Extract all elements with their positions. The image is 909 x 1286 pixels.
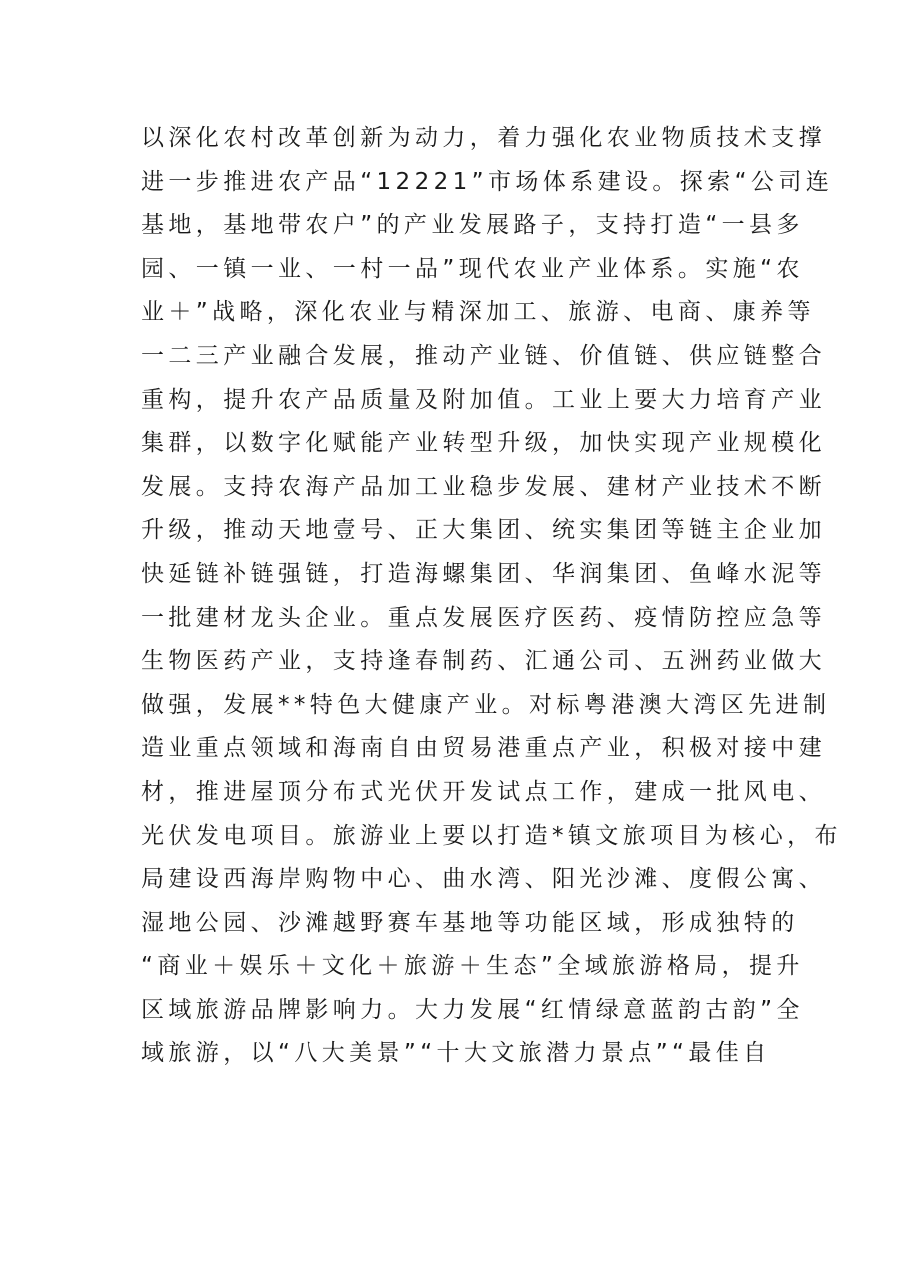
text-line-1: 以深化农村改革创新为动力，着力强化农业物质技术支撑 (141, 125, 826, 151)
text-line-20: “商业＋娱乐＋文化＋旅游＋生态”全域旅游格局，提升 (141, 953, 804, 980)
text-line-7: 重构，提升农产品质量及附加值。工业上要大力培育产业 (141, 386, 826, 413)
text-line-2: 进一步推进农产品“12221”市场体系建设。探索“公司连 (141, 168, 834, 195)
text-line-19: 湿地公园、沙滩越野赛车基地等功能区域，形成独特的 (141, 909, 799, 936)
text-line-4: 园、一镇一业、一村一品”现代农业产业体系。实施“农 (141, 255, 804, 282)
text-line-6: 一二三产业融合发展，推动产业链、价值链、供应链整合 (141, 342, 826, 369)
text-line-14: 做强，发展**特色大健康产业。对标粤港澳大湾区先进制 (141, 691, 831, 718)
text-line-11: 快延链补链强链，打造海螺集团、华润集团、鱼峰水泥等 (141, 560, 826, 587)
text-line-18: 局建设西海岸购物中心、曲水湾、阳光沙滩、度假公寓、 (141, 866, 826, 893)
text-line-13: 生物医药产业，支持逢春制药、汇通公司、五洲药业做大 (141, 648, 826, 675)
body-paragraph (141, 117, 842, 1076)
text-line-5: 业＋”战略，深化农业与精深加工、旅游、电商、康养等 (141, 299, 815, 326)
text-line-15: 造业重点领域和海南自由贸易港重点产业，积极对接中建 (141, 735, 826, 762)
text-line-12: 一批建材龙头企业。重点发展医疗医药、疫情防控应急等 (141, 604, 826, 631)
text-line-9: 发展。支持农海产品加工业稳步发展、建材产业技术不断 (141, 473, 826, 500)
text-line-16: 材，推进屋顶分布式光伏开发试点工作，建成一批风电、 (141, 778, 826, 805)
text-line-21: 区域旅游品牌影响力。大力发展“红情绿意蓝韵古韵”全 (141, 996, 804, 1023)
text-line-3: 基地，基地带农户”的产业发展路子，支持打造“一县多 (141, 212, 804, 239)
text-line-8: 集群，以数字化赋能产业转型升级，加快实现产业规模化 (141, 430, 826, 457)
text-line-10: 升级，推动天地壹号、正大集团、统实集团等链主企业加 (141, 517, 826, 544)
text-line-22: 域旅游，以“八大美景”“十大文旅潜力景点”“最佳自 (141, 1040, 771, 1067)
text-line-17: 光伏发电项目。旅游业上要以打造*镇文旅项目为核心，布 (141, 822, 842, 849)
